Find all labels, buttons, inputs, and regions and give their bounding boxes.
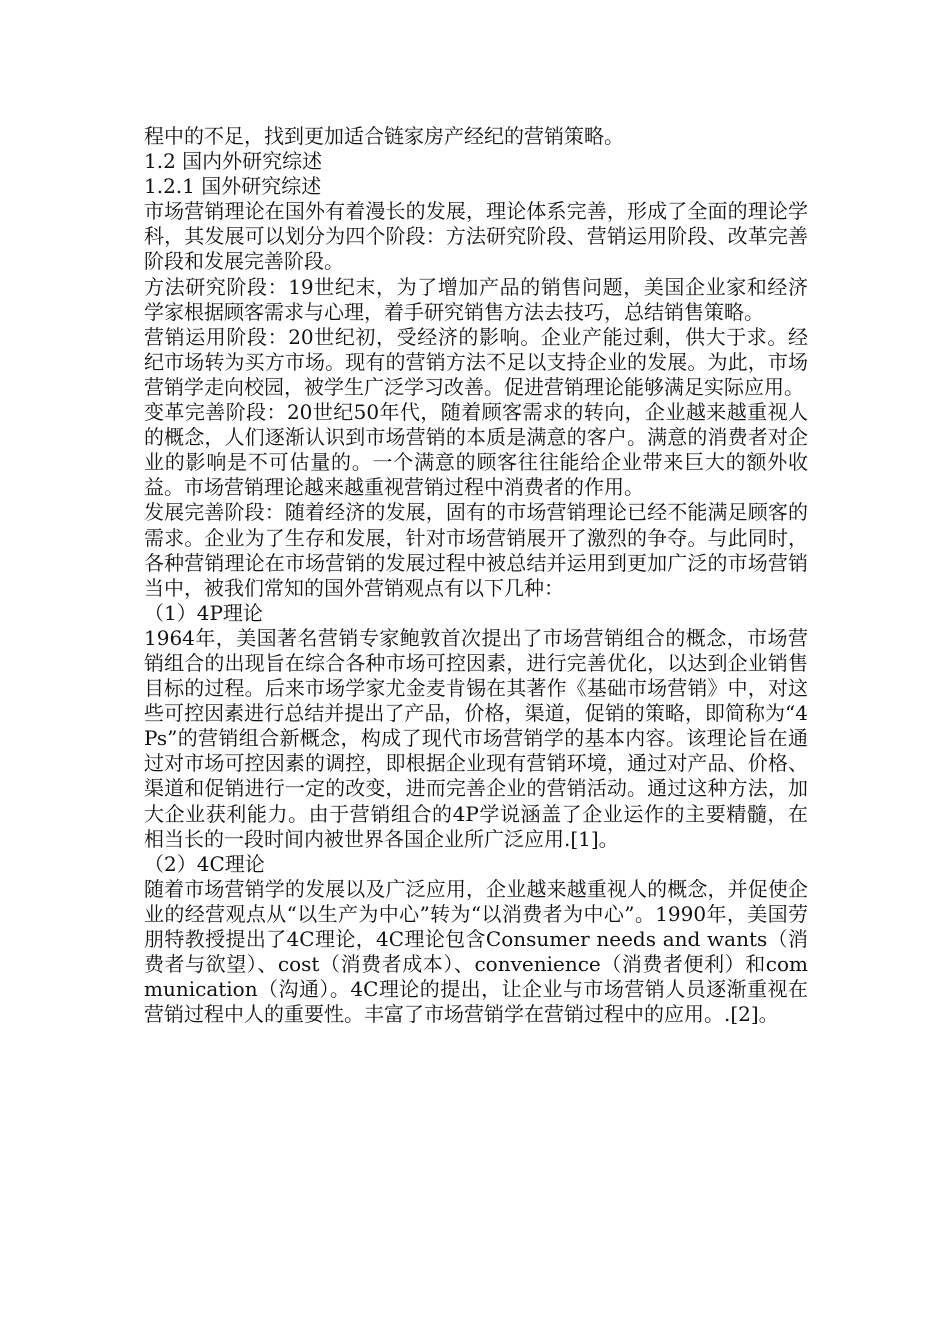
paragraph-intro-continuation: 程中的不足，找到更加适合链家房产经纪的营销策略。 (144, 124, 624, 148)
paragraph-method-stage: 方法研究阶段：19世纪末，为了增加产品的销售问题，美国企业家和经济学家根据顾客需求与心理，着手研究销售方法去技巧，总结销售策略。 (144, 274, 808, 324)
section-heading-1-2: 1.2 国内外研究综述 (144, 149, 323, 174)
paragraph-reform-stage: 变革完善阶段：20世纪50年代，随着顾客需求的转向，企业越来越重视人的概念，人们逐渐认识到市场营销的本质是满意的客户。满意的消费者对企业的影响是不可估量的。一个满意的顾客往往能给企业带来巨大的额外收益。市场营销理论越来越重视营销过程中消费者的作用。 (144, 400, 808, 500)
paragraph-4p-theory: 1964年，美国著名营销专家鲍敦首次提出了市场营销组合的概念，市场营销组合的出现旨在综合各种市场可控因素，进行完善优化，以达到企业销售目标的过程。后来市场学家尤金麦肯锡在其著作《基础市场营销》中，对这些可控因素进行总结并提出了产品，价格，渠道，促销的策略，即简称为“4Ps”的营销组合新概念，构成了现代市场营销学的基本内容。该理论旨在通过对市场可控因素的调控，即根据企业现有营销环境，通过对产品、价格、渠道和促销进行一定的改变，进而完善企业的营销活动。通过这种方法，加大企业获利能力。由于营销组合的4P学说涵盖了企业运作的主要精髓，在相当长的一段时间内被世界各国企业所广泛应用.[1]。 (144, 625, 808, 851)
paragraph-overview: 市场营销理论在国外有着漫长的发展，理论体系完善，形成了全面的理论学科，其发展可以划分为四个阶段：方法研究阶段、营销运用阶段、改革完善阶段和发展完善阶段。 (144, 199, 808, 274)
paragraph-development-stage: 发展完善阶段：随着经济的发展，固有的市场营销理论已经不能满足顾客的需求。企业为了生存和发展，针对市场营销展开了激烈的争夺。与此同时，各种营销理论在市场营销的发展过程中被总结并运用到更加广泛的市场营销当中，被我们常知的国外营销观点有以下几种： (144, 500, 808, 600)
paragraph-4c-theory: 随着市场营销学的发展以及广泛应用，企业越来越重视人的概念，并促使企业的经营观点从“以生产为中心”转为“以消费者为中心”。1990年，美国劳朋特教授提出了4C理论，4C理论包含Consumer needs and wants（消费者与欲望）、cost（消费者成本）、convenience（消费者便利）和communication（沟通）。4C理论的提出，让企业与市场营销人员逐渐重视在营销过程中人的重要性。丰富了市场营销学在营销过程中的应用。.[2]。 (144, 876, 808, 1027)
section-heading-1-2-1: 1.2.1 国外研究综述 (144, 174, 322, 199)
paragraph-application-stage: 营销运用阶段：20世纪初，受经济的影响。企业产能过剩，供大于求。经纪市场转为买方市场。现有的营销方法不足以支持企业的发展。为此，市场营销学走向校园，被学生广泛学习改善。促进营销理论能够满足实际应用。 (144, 324, 808, 399)
subheading-4p-theory: （1）4P理论 (144, 600, 263, 625)
document-body (144, 124, 808, 1027)
subheading-4c-theory: （2）4C理论 (144, 851, 265, 876)
